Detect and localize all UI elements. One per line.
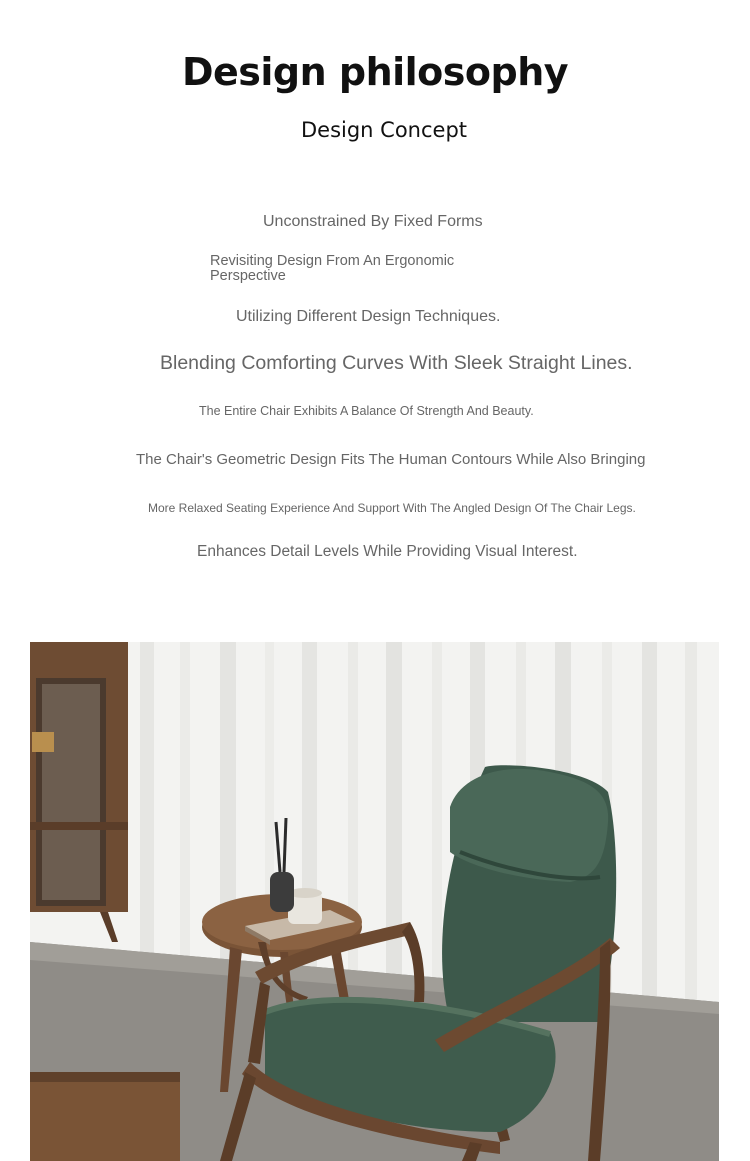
- concept-line-3: Utilizing Different Design Techniques.: [236, 308, 501, 325]
- page-subtitle: Design Concept: [300, 118, 468, 142]
- concept-line-6: The Chair's Geometric Design Fits The Human Contours While Also Bringing: [136, 451, 646, 468]
- lounge-chair-illustration: [30, 642, 719, 1161]
- product-photo: [30, 642, 719, 1161]
- concept-line-4: Blending Comforting Curves With Sleek Straight Lines.: [160, 352, 633, 374]
- page-title: Design philosophy: [181, 50, 569, 94]
- concept-line-8: Enhances Detail Levels While Providing Visual Interest.: [197, 543, 578, 560]
- concept-line-1: Unconstrained By Fixed Forms: [263, 213, 483, 230]
- concept-line-2: Revisiting Design From An Ergonomic Perspective: [210, 253, 455, 284]
- concept-line-5: The Entire Chair Exhibits A Balance Of Strength And Beauty.: [199, 404, 534, 418]
- concept-line-7: More Relaxed Seating Experience And Support With The Angled Design Of The Chair Legs.: [148, 501, 636, 515]
